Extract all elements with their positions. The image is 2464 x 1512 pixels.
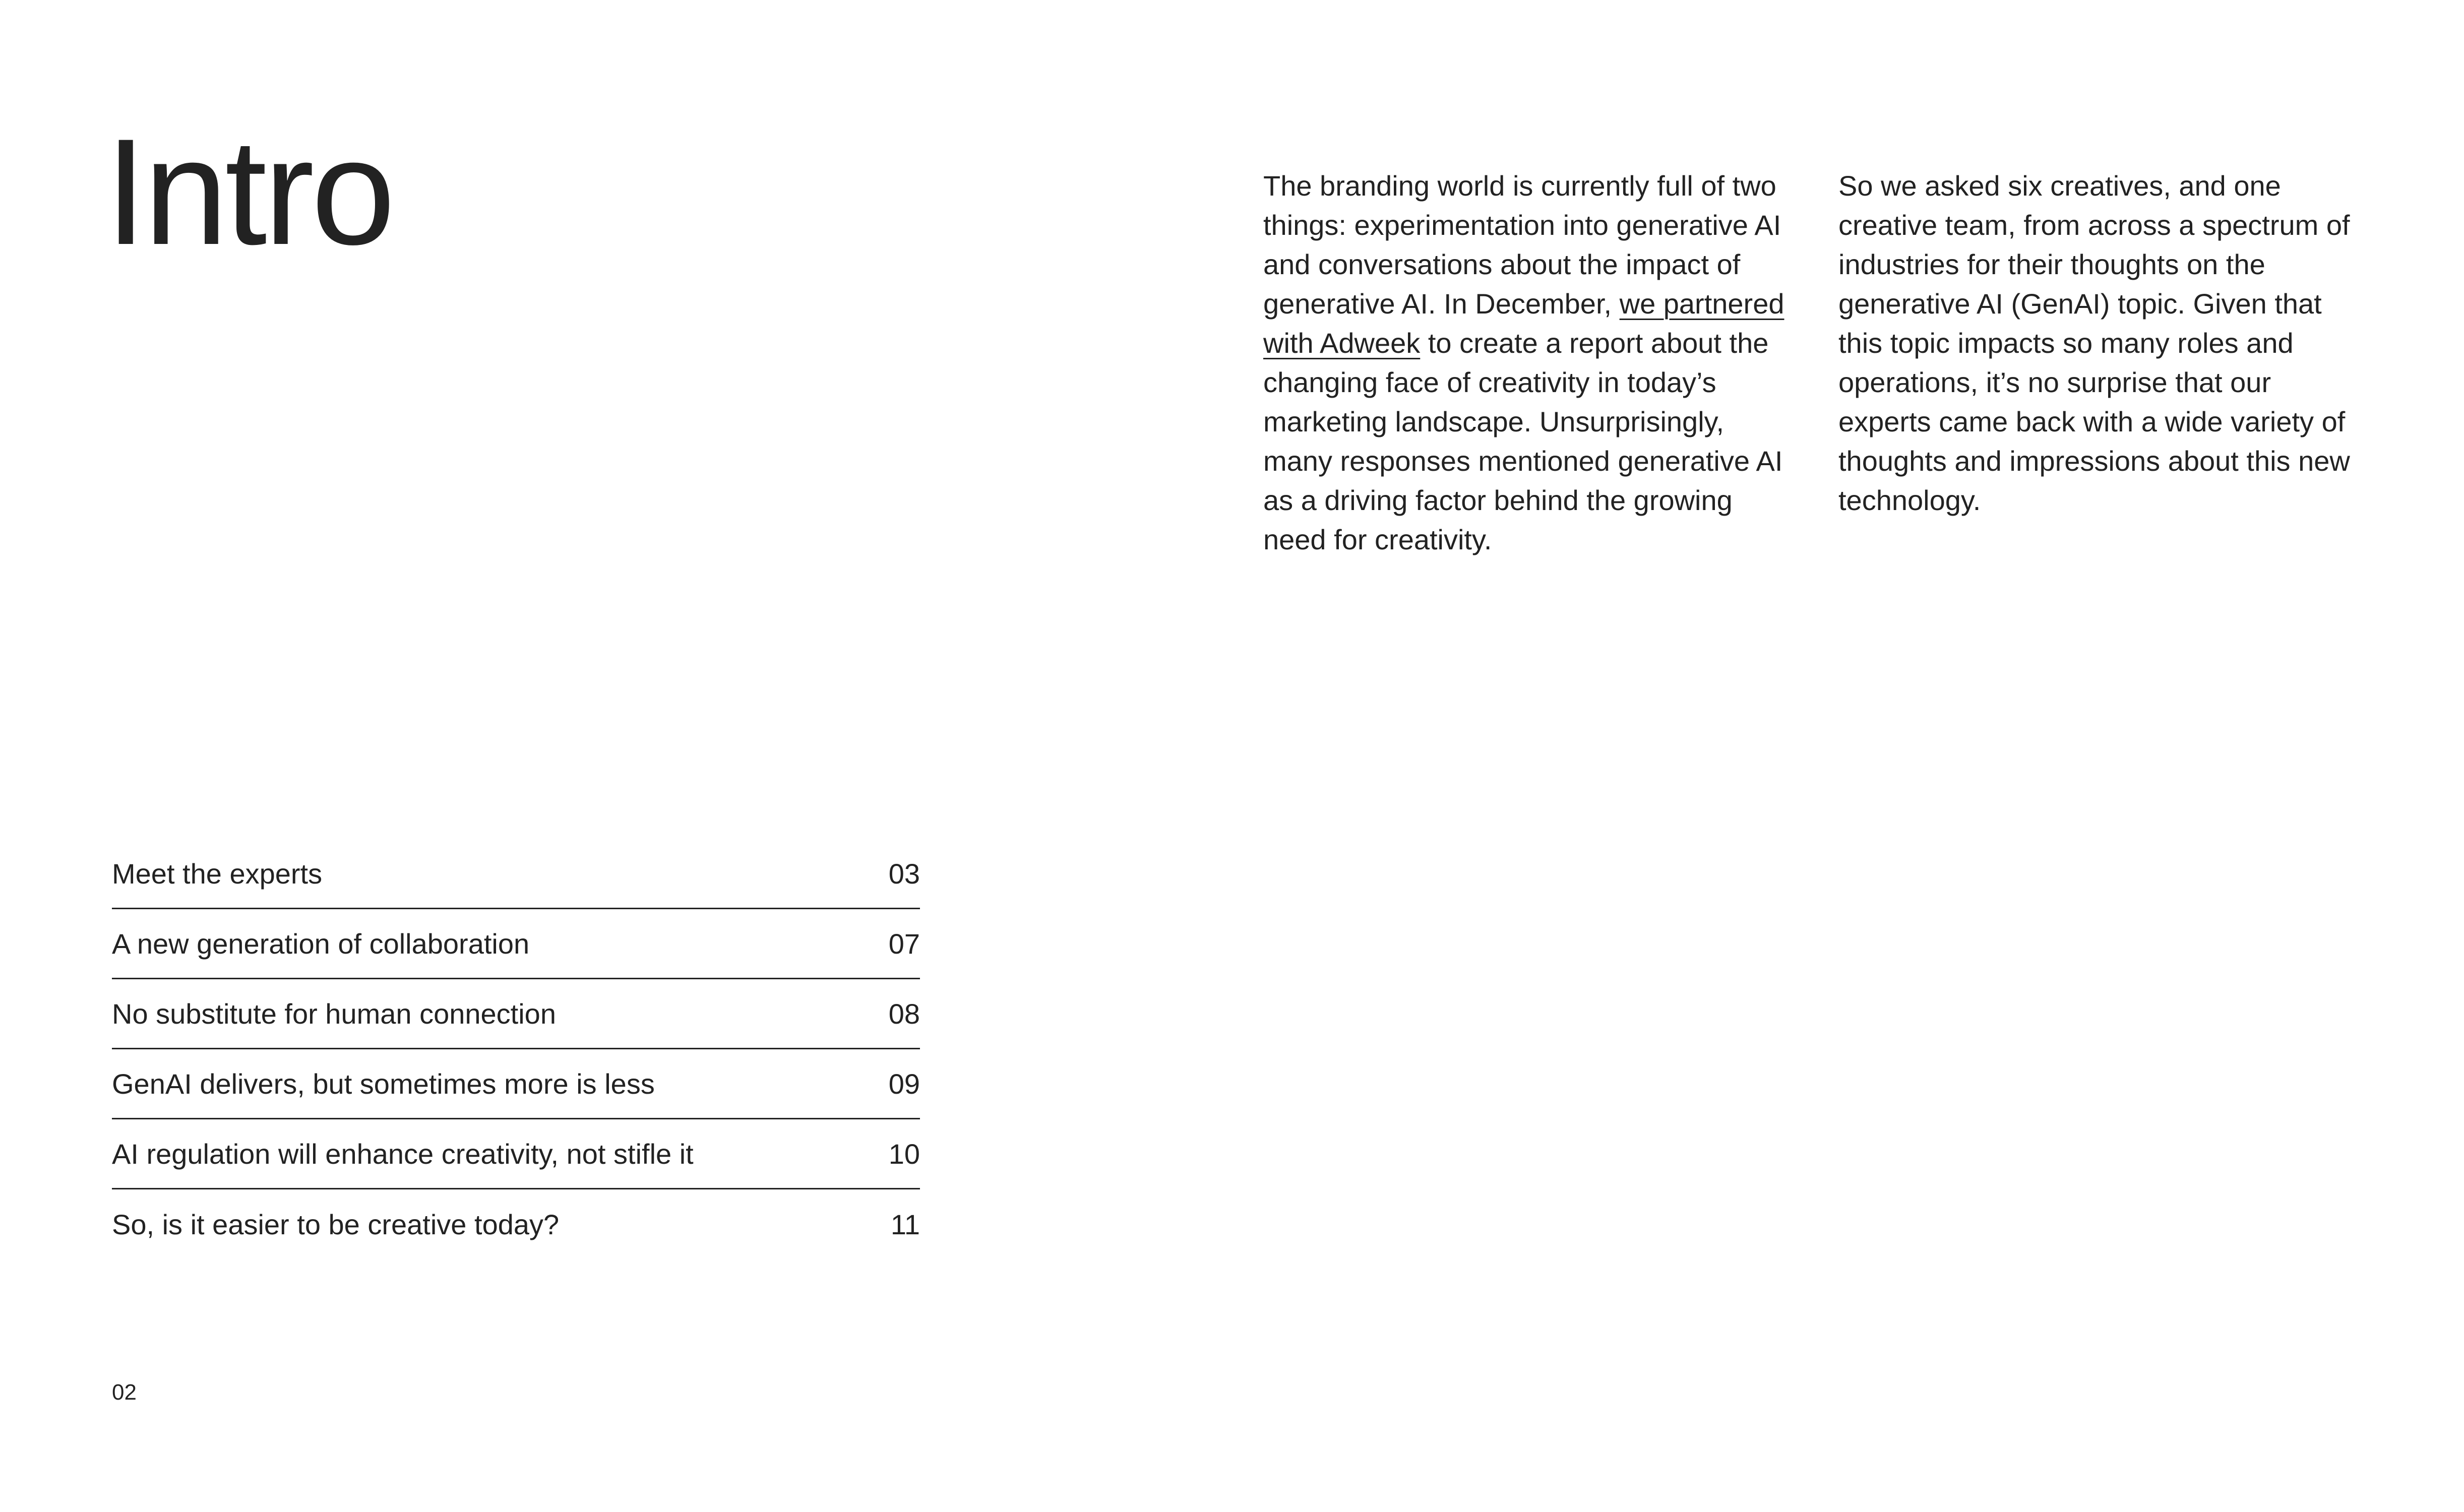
intro-text-1a: The branding world is currently full of two things: experimentation into generative AI and conversations about the impact of generative AI. In December, [1263, 170, 1781, 320]
toc-item-label: No substitute for human connection [112, 997, 556, 1030]
toc-item-label: AI regulation will enhance creativity, not stifle it [112, 1138, 694, 1170]
toc-item-label: A new generation of collaboration [112, 927, 530, 960]
toc-item-label: So, is it easier to be creative today? [112, 1209, 560, 1240]
toc-item-label: GenAI delivers, but sometimes more is less [112, 1067, 655, 1100]
toc-item-easier-to-be-creative[interactable] [112, 1189, 920, 1259]
toc-item-new-generation-of-collaboration[interactable] [112, 909, 920, 979]
table-of-contents [112, 839, 920, 1259]
toc-item-meet-the-experts[interactable] [112, 839, 920, 909]
toc-item-ai-regulation[interactable] [112, 1119, 920, 1189]
toc-item-page: 09 [888, 1067, 920, 1100]
page-title: Intro [105, 107, 393, 276]
toc-item-page: 07 [888, 927, 920, 960]
toc-item-page: 03 [888, 857, 920, 890]
intro-paragraph-2: So we asked six creatives, and one creative team, from across a spectrum of industries for their thoughts on the generative AI (GenAI) topic. Given that this topic impacts so many roles and operations, it’s no surprise that our experts came back with a wide variety of thoughts and impressions about this new technology. [1838, 170, 2350, 516]
adweek-partnership-link[interactable]: we partnered with Adweek [1263, 288, 1784, 359]
toc-item-page: 08 [888, 997, 920, 1030]
toc-item-page: 10 [888, 1138, 920, 1170]
toc-item-no-substitute-for-human-connection[interactable] [112, 979, 920, 1049]
page-number: 02 [112, 1380, 137, 1405]
toc-item-genai-delivers[interactable] [112, 1049, 920, 1119]
toc-item-page: 11 [890, 1209, 920, 1240]
toc-item-label: Meet the experts [112, 857, 323, 890]
intro-paragraph-1 [1263, 166, 1793, 559]
intro-text-1b: to create a report about the changing face of creativity in today’s marketing landscape. Unsurprisingly, many responses mentioned generative AI as a driving factor behind the growing need for creativity. [1263, 327, 1783, 555]
